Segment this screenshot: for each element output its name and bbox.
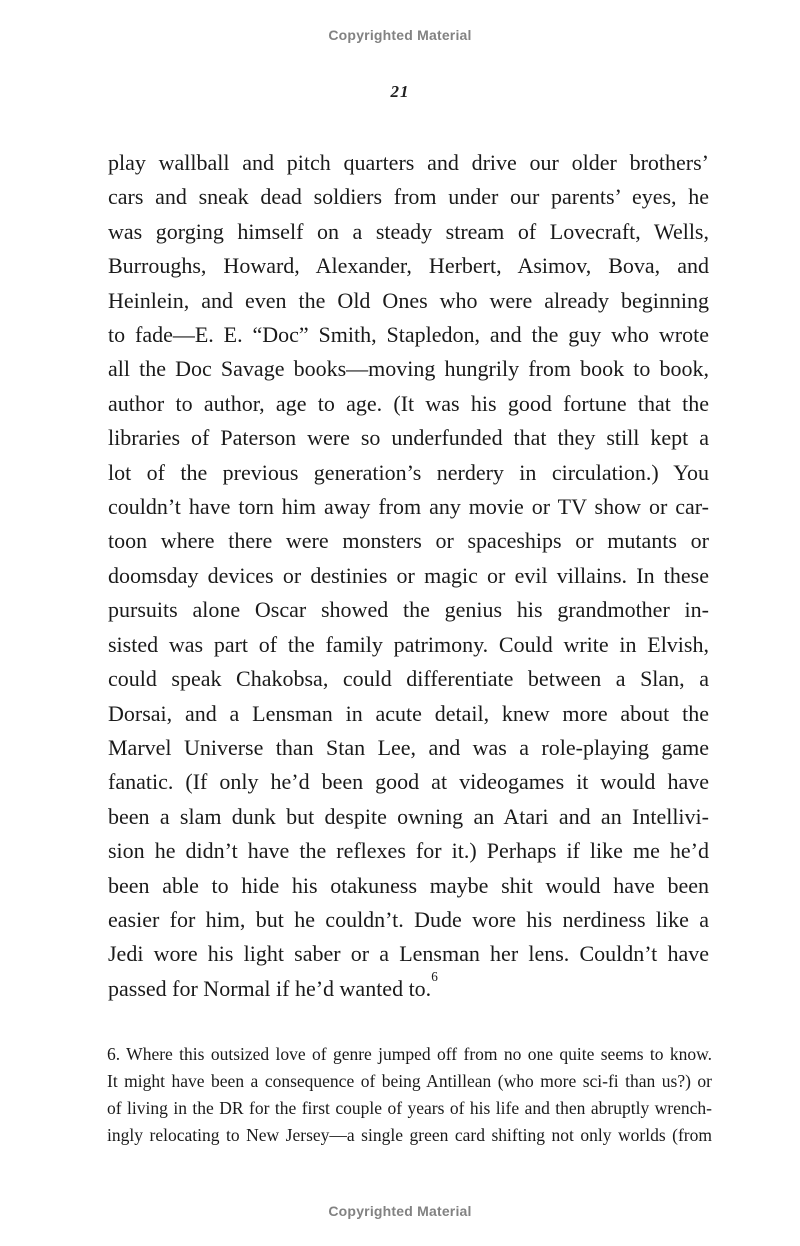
body-text-line: doomsday devices or destinies or magic or evil villains. In these	[108, 562, 709, 588]
body-text-line: couldn’t have torn him away from any movie or TV show or car-	[108, 494, 709, 520]
body-text-line: cars and sneak dead soldiers from under our parents’ eyes, he	[108, 184, 709, 210]
page-number: 21	[390, 82, 410, 101]
body-text-line: easier for him, but he couldn’t. Dude wore his nerdiness like a	[108, 906, 709, 932]
body-text	[108, 146, 709, 1006]
body-lines	[108, 146, 709, 972]
body-text-line: Jedi wore his light saber or a Lensman her lens. Couldn’t have	[108, 941, 709, 967]
copyright-notice-top: Copyrighted Material	[328, 27, 472, 43]
body-text-line: Dorsai, and a Lensman in acute detail, knew more about the	[108, 700, 709, 726]
body-text-line: pursuits alone Oscar showed the genius his grandmother in-	[108, 597, 709, 623]
body-text-line: Marvel Universe than Stan Lee, and was a role-playing game	[108, 734, 709, 760]
body-text-line: toon where there were monsters or spaceships or mutants or	[108, 528, 709, 554]
body-text-last-line	[108, 968, 709, 1006]
body-text-line: all the Doc Savage books—moving hungrily from book to book,	[108, 356, 709, 382]
body-text-line: Heinlein, and even the Old Ones who were already beginning	[108, 287, 709, 313]
body-text-line: been a slam dunk but despite owning an Atari and an Intellivi-	[108, 803, 709, 829]
body-text-line: author to author, age to age. (It was his good fortune that the	[108, 390, 709, 416]
body-text-line: was gorging himself on a steady stream of Lovecraft, Wells,	[108, 218, 709, 244]
footnote-reference: 6	[431, 968, 438, 984]
body-text-line: fanatic. (If only he’d been good at videogames it would have	[108, 769, 709, 795]
body-text-line: lot of the previous generation’s nerdery in circulation.) You	[108, 459, 709, 485]
footnote-line: ingly relocating to New Jersey—a single green card shifting not only worlds (from	[107, 1125, 712, 1145]
copyright-notice-bottom: Copyrighted Material	[328, 1203, 472, 1219]
footnote-line: of living in the DR for the first couple of years of his life and then abruptly wrench-	[107, 1098, 712, 1118]
body-text-line: sion he didn’t have the reflexes for it.) Perhaps if like me he’d	[108, 838, 709, 864]
footnote-line: 6. Where this outsized love of genre jumped off from no one quite seems to know.	[107, 1044, 712, 1064]
body-text-line: play wallball and pitch quarters and drive our older brothers’	[108, 150, 709, 175]
body-text-line: Burroughs, Howard, Alexander, Herbert, Asimov, Bova, and	[108, 253, 709, 279]
body-text-line: could speak Chakobsa, could differentiate between a Slan, a	[108, 666, 709, 692]
footnote	[107, 1041, 712, 1149]
body-text-line: sisted was part of the family patrimony. Could write in Elvish,	[108, 631, 709, 657]
body-last-line-text: passed for Normal if he’d wanted to.	[108, 975, 432, 1001]
footnote-line: It might have been a consequence of being Antillean (who more sci-fi than us?) or	[107, 1071, 712, 1091]
body-text-line: been able to hide his otakuness maybe shit would have been	[108, 872, 709, 898]
body-text-line: to fade—E. E. “Doc” Smith, Stapledon, and the guy who wrote	[108, 322, 709, 348]
body-text-line: libraries of Paterson were so underfunded that they still kept a	[108, 425, 709, 451]
